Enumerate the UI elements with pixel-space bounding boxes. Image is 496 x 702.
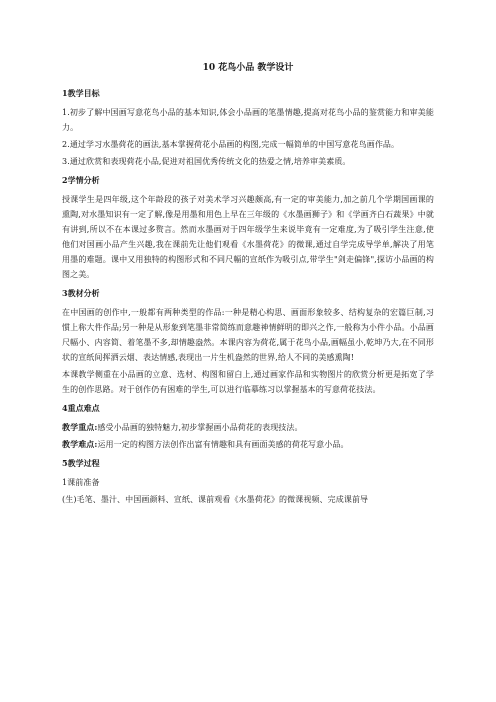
- process-materials-line: (生)毛笔、墨汁、中国画颜料、宣纸、课前观看《水墨荷花》的微课视频、完成课前导: [62, 495, 369, 504]
- section-heading-process: 5教学过程: [62, 458, 100, 468]
- key-point-line: [62, 420, 434, 435]
- section-heading-material-analysis: 3教材分析: [62, 288, 100, 298]
- document-title: 10 花鸟小品 教学设计: [202, 63, 294, 73]
- key-point-label: 教学重点:: [62, 422, 98, 432]
- material-analysis-paragraph-2: 本课教学侧重在小品画的立意、选材、构图和留白上,通过画家作品和实物图片的欣赏分析更是拓宽了学生的创作思路。对于创作仍有困难的学生,可以进行临摹练习以掌握基本的写意荷花技法。: [62, 370, 434, 394]
- difficulty-line: [62, 437, 434, 452]
- difficulty-label: 教学难点:: [62, 439, 98, 449]
- learner-analysis-paragraph: 授课学生是四年级,这个年龄段的孩子对美术学习兴趣颇高,有一定的审美能力,加之前几个学期国画课的熏陶,对水墨知识有一定了解,像是用墨和用色上早在三年级的《水墨画狮子》和《学画齐白石蔬果》中就有讲到,所以不在本课过多赘言。然而水墨画对于四年级学生来说毕竟有一定难度,为了吸引学生注意,使他们对国画小品产生兴趣,我在课前先让他们观看《水墨荷花》的微课,通过自学完成导学单,解决了用笔用墨的难题。课中又用独特的构图形式和不同尺幅的宣纸作为吸引点,带学生"剑走偏锋",探访小品画的构图之美。: [62, 195, 434, 279]
- section-heading-objectives: 1教学目标: [62, 88, 100, 98]
- objective-3: 3.通过欣赏和表现荷花小品,促进对祖国优秀传统文化的热爱之情,培养审美素质。: [62, 157, 351, 166]
- difficulty-text: 运用一定的构图方法创作出富有情趣和具有画面美感的荷花写意小品。: [97, 440, 349, 449]
- material-analysis-paragraph-1: 在中国画的创作中,一般都有两种类型的作品:一种是精心构思、画面形象较多、结构复杂的宏篇巨制,习惯上称大件作品;另一种是从形象到笔墨非常简练而意趣神情鲜明的即兴之作,一般称为小件小品。小品画尺幅小、内容简、着笔墨不多,却情趣盎然。本课内容为荷花,属于花鸟小品,画幅虽小,乾坤乃大,在不同形状的宣纸间挥洒云烟、表达情感,表现出一片生机盎然的世界,给人不同的美感熏陶!: [62, 308, 434, 362]
- key-point-text: 感受小品画的独特魅力,初步掌握画小品荷花的表现技法。: [97, 423, 303, 432]
- objective-1: 1.初步了解中国画写意花鸟小品的基本知识,体会小品画的笔墨情趣,提高对花鸟小品的鉴赏能力和审美能力。: [62, 108, 434, 132]
- section-heading-key-points: 4重点难点: [62, 403, 100, 413]
- process-step-1: 1课前准备: [62, 478, 100, 487]
- section-heading-learner-analysis: 2学情分析: [62, 175, 100, 185]
- objective-2: 2.通过学习水墨荷花的画法,基本掌握荷花小品画的构图,完成一幅简单的中国写意花鸟画作品。: [62, 140, 400, 149]
